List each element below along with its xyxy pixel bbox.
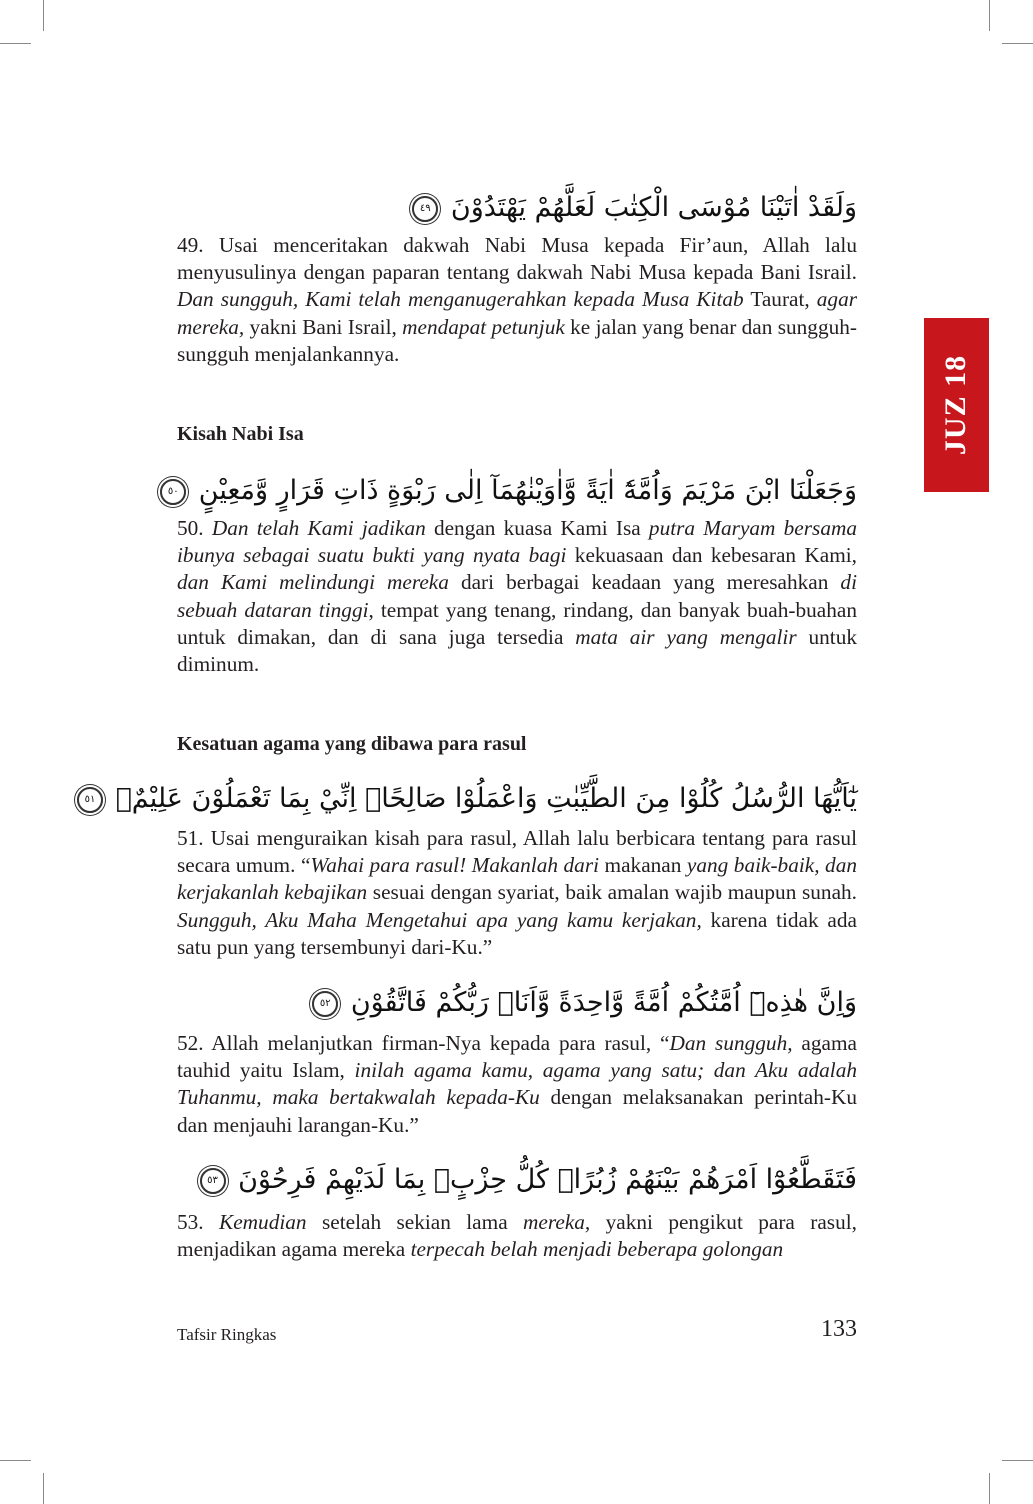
crop-mark-top-right-h (1002, 43, 1033, 44)
crop-mark-top-left-v (43, 0, 44, 31)
crop-mark-bottom-right-h (1002, 1460, 1033, 1461)
crop-mark-bottom-left-v (43, 1473, 44, 1504)
text-run: Taurat, (743, 287, 817, 312)
crop-mark-top-right-v (989, 0, 990, 31)
arabic-verse-52 (177, 983, 857, 1023)
arabic-verse-49 (177, 188, 857, 228)
text-run: , tempat yang tenang, rindang, dan banyak buah-buahan untuk dimakan, dan di sana juga tersedia (177, 597, 857, 649)
text-run: 51. Usai menguraikan kisah para rasul, Allah lalu berbicara tentang para rasul secara umum. “ (177, 826, 857, 878)
arabic-verse-51 (84, 779, 857, 819)
ayah-number-marker: ٥٢ (312, 991, 338, 1017)
text-run: yakni pengikut para rasul, menjadikan agama mereka (177, 1210, 857, 1262)
emphasized-text: mata air yang mengalir (575, 624, 797, 649)
crop-mark-bottom-left-h (0, 1460, 31, 1461)
arabic-verse-53 (177, 1160, 857, 1200)
arabic-text: وَلَقَدْ اٰتَيْنَا مُوْسَى الْكِتٰبَ لَعَلَّهُمْ يَهْتَدُوْنَ (450, 192, 857, 223)
text-run: kekuasaan dan kebesaran Kami, (566, 543, 858, 568)
emphasized-text: yang baik-baik, dan kerjakanlah kebajikan (177, 853, 857, 905)
emphasized-text: mendapat petunjuk (402, 314, 565, 339)
ayah-number-marker: ٥١ (77, 787, 103, 813)
juz-tab-label: JUZ 18 (939, 354, 973, 456)
arabic-text: يٰٓاَيُّهَا الرُّسُلُ كُلُوْا مِنَ الطَّيِّبٰتِ وَاعْمَلُوْا صَالِحًاۗ اِنِّيْ بِمَا تَعْمَلُوْنَ عَلِيْمٌۗ (115, 783, 857, 814)
text-run: dengan kuasa Kami Isa (425, 516, 649, 540)
text-run: 49. Usai menceritakan dakwah Nabi Musa kepada Fir’aun, Allah lalu menyusulinya dengan paparan tentang dakwah Nabi Musa kepada Bani Israil. (177, 233, 857, 285)
emphasized-text: Dan sungguh, Kami telah menganugerahkan kepada Musa Kitab (177, 287, 744, 312)
commentary-49 (177, 232, 857, 368)
text-run: untuk diminum. (177, 624, 858, 677)
emphasized-text: Dan sungguh, (669, 1031, 793, 1055)
emphasized-text: inilah agama kamu, agama yang satu; dan Aku adalah Tuhanmu, maka bertakwalah kepada-Ku (177, 1058, 857, 1110)
text-run: 52. Allah melanjutkan firman-Nya kepada para rasul, “ (177, 1031, 670, 1055)
commentary-51 (177, 825, 857, 961)
text-run: yakni Bani Israil, (244, 314, 403, 339)
commentary-53 (177, 1209, 857, 1263)
ayah-number-marker: ٥٣ (200, 1168, 226, 1194)
emphasized-text: Wahai para rasul! Makanlah dari (310, 853, 600, 878)
emphasized-text: terpecah belah menjadi beberapa golongan (410, 1237, 784, 1262)
running-footer-title: Tafsir Ringkas (177, 1325, 277, 1344)
emphasized-text: mereka, (523, 1210, 591, 1234)
text-run: sesuai dengan syariat, baik amalan wajib maupun sunah. (367, 880, 857, 905)
text-run: makanan (599, 853, 687, 878)
arabic-text: وَاِنَّ هٰذِهٖٓ اُمَّتُكُمْ اُمَّةً وَّاحِدَةً وَّاَنَا۠ رَبُّكُمْ فَاتَّقُوْنِ (350, 987, 857, 1018)
text-run: 53. (177, 1210, 220, 1234)
text-run: setelah sekian lama (306, 1210, 524, 1234)
juz-tab (924, 318, 989, 492)
emphasized-text: Sungguh, Aku Maha Mengetahui apa yang kamu kerjakan, (177, 907, 702, 932)
arabic-text: وَجَعَلْنَا ابْنَ مَرْيَمَ وَاُمَّهٗٓ اٰيَةً وَّاٰوَيْنٰهُمَآ اِلٰى رَبْوَةٍ ذَاتِ قَرَارٍ وَّمَعِيْنٍ (198, 475, 857, 506)
text-run: dengan melaksanakan perintah-Ku dan menjauhi larangan-Ku.” (177, 1085, 858, 1137)
page-number: 133 (821, 1316, 857, 1342)
commentary-50 (177, 515, 857, 678)
crop-mark-top-left-h (0, 43, 31, 44)
section-heading: Kisah Nabi Isa (177, 423, 304, 445)
text-run: agama tauhid yaitu Islam, (177, 1031, 857, 1083)
arabic-verse-50 (167, 471, 857, 511)
emphasized-text: dan Kami melindungi mereka (177, 570, 449, 595)
ayah-number-marker: ٥٠ (160, 479, 186, 505)
text-run: karena tidak ada satu pun yang tersembunyi dari-Ku.” (177, 907, 857, 959)
text-run: dari berbagai keadaan yang meresahkan (448, 570, 841, 595)
crop-mark-bottom-right-v (989, 1473, 990, 1504)
emphasized-text: putra Maryam bersama ibunya sebagai suatu bukti yang nyata bagi (177, 516, 857, 568)
text-run: ke jalan yang benar dan sungguh-sungguh menjalankannya. (177, 314, 857, 366)
ayah-number-marker: ٤٩ (412, 196, 438, 222)
text-run: 50. (177, 516, 212, 540)
emphasized-text: Dan telah Kami jadikan (211, 516, 426, 540)
emphasized-text: di sebuah dataran tinggi (177, 570, 857, 622)
commentary-52 (177, 1030, 857, 1139)
emphasized-text: Kemudian (219, 1210, 307, 1234)
emphasized-text: agar mereka, (177, 287, 857, 339)
arabic-text: فَتَقَطَّعُوْٓا اَمْرَهُمْ بَيْنَهُمْ زُبُرًاۗ كُلُّ حِزْبٍۢ بِمَا لَدَيْهِمْ فَرِحُوْنَ (238, 1164, 857, 1195)
section-heading: Kesatuan agama yang dibawa para rasul (177, 733, 527, 755)
